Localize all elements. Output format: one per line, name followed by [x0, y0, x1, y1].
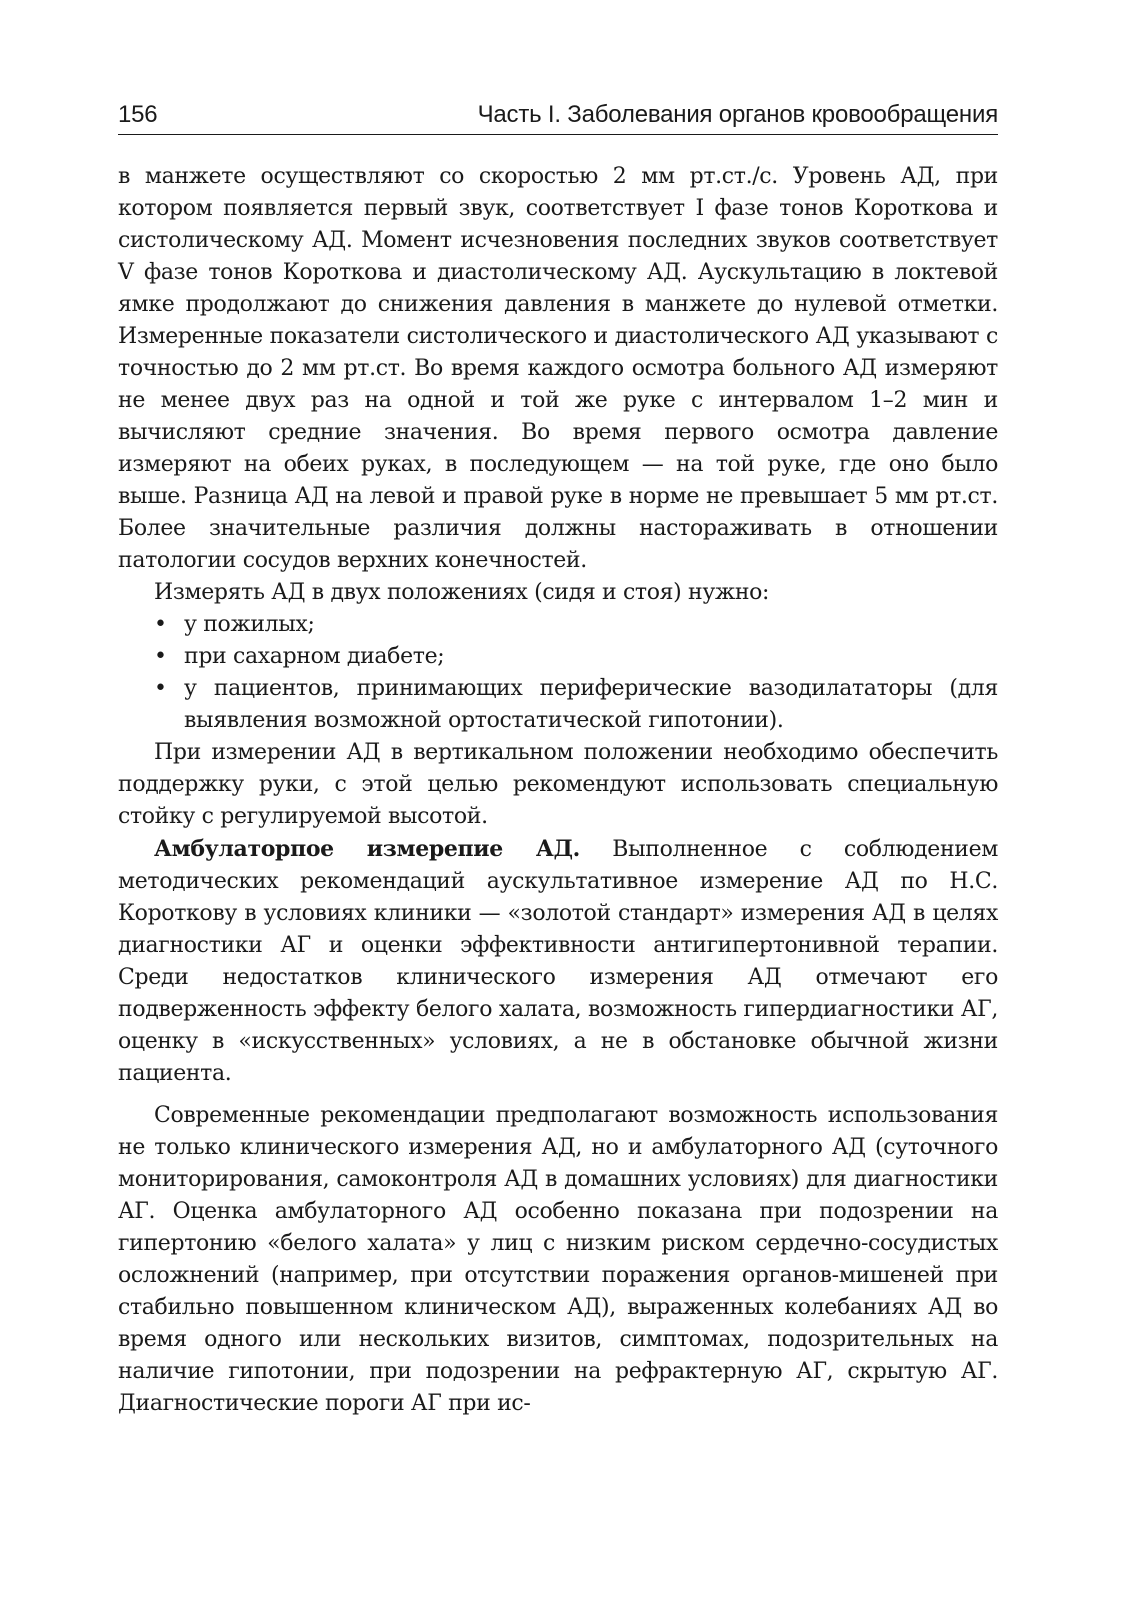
- paragraph-4: [118, 833, 998, 1090]
- book-page: [118, 100, 998, 1420]
- running-title: Часть I. Заболевания органов кровообращения: [477, 101, 998, 128]
- bullet-item: • у пациентов, принимающих периферические вазодилататоры (для выявления возможной ортостатической гипотонии).: [154, 673, 998, 737]
- paragraph-5: Современные рекомендации предполагают возможность использования не только клинического измерения АД, но и амбулаторного АД (суточного мониторирования, самоконтроля АД в домашних условиях) для диагностики АГ. Оценка амбулаторного АД особенно показана при подозрении на гипертонию «белого халата» у лиц с низким риском сердечно-сосудистых осложнений (например, при отсутствии поражения органов-мишеней при стабильно повышенном клиническом АД), выраженных колебаниях АД во время одного или нескольких визитов, симптомах, подозрительных на наличие гипотонии, при подозрении на рефрактерную АГ, скрытую АГ. Диагностические пороги АГ при ис-: [118, 1103, 998, 1416]
- paragraph-2: Измерять АД в двух положениях (сидя и стоя) нужно:: [154, 580, 770, 605]
- running-header: [118, 100, 998, 135]
- page-number: 156: [118, 101, 158, 128]
- bullet-list: [118, 609, 998, 737]
- body-text: [118, 161, 998, 1420]
- section-heading: Амбулаторпое измерепие АД.: [154, 836, 580, 862]
- paragraph-3: При измерении АД в вертикальном положении необходимо обеспечить поддержку руки, с этой целью рекомендуют использовать специальную стойку с регулируемой высотой.: [118, 740, 998, 829]
- paragraph-1: в манжете осуществляют со скоростью 2 мм рт.ст./с. Уровень АД, при котором появляется первый звук, соответствует I фазе тонов Короткова и систолическому АД. Момент исчезновения последних звуков соответствует V фазе тонов Короткова и диастолическому АД. Аускультацию в локтевой ямке продолжают до снижения давления в манжете до нулевой отметки. Измеренные показатели систолического и диастолического АД указывают с точностью до 2 мм рт.ст. Во время каждого осмотра больного АД измеряют не менее двух раз на одной и той же руке с интервалом 1–2 мин и вычисляют средние значения. Во время первого осмотра давление измеряют на обеих руках, в последующем — на той руке, где оно было выше. Разница АД на левой и правой руке в норме не превышает 5 мм рт.ст. Более значительные различия должны настораживать в отношении патологии сосудов верхних конечностей.: [118, 164, 998, 573]
- paragraph-4-text: Выполненное с соблюдением методических рекомендаций аускультативное измерение АД по Н.С. Короткову в условиях клиники — «золотой стандарт» измерения АД в целях диагностики АГ и оценки эффективности антигипертонивной терапии. Среди недостатков клинического измерения АД отмечают его подверженность эффекту белого халата, возможность гипердиагностики АГ, оценку в «искусственных» условиях, а не в обстановке обычной жизни пациента.: [118, 837, 998, 1086]
- bullet-item: • у пожилых;: [154, 609, 998, 641]
- bullet-item: • при сахарном диабете;: [154, 641, 998, 673]
